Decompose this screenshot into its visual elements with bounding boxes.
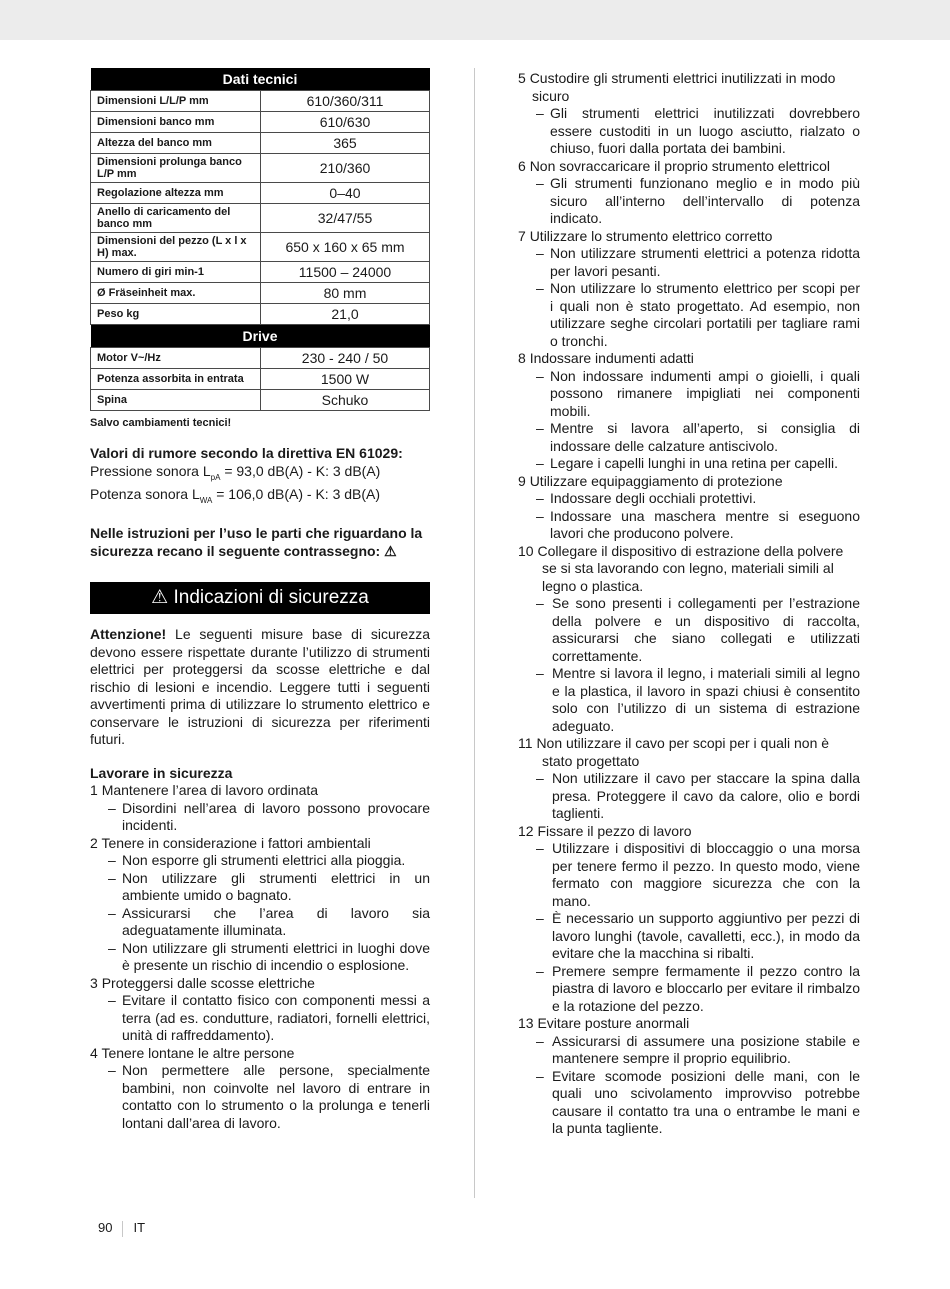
- right-safety-list: [518, 70, 860, 1138]
- safety-item-title: [90, 835, 430, 853]
- spec-label: Dimensioni del pezzo (L x l x H) max.: [91, 233, 261, 262]
- table-row: [91, 183, 430, 204]
- subitem-text: È necessario un supporto aggiuntivo per pezzi di lavoro lunghi (tavole, cavalletti, ecc.), in modo da evitare che la macchina si ribalti.: [552, 910, 860, 961]
- safety-banner: ⚠ Indicazioni di sicurezza: [90, 582, 430, 614]
- table-row: [91, 348, 430, 369]
- safety-subitem: [90, 992, 430, 1045]
- subitem-text: Non utilizzare gli strumenti elettrici in luoghi dove è presente un rischio di incendio o esplosione.: [122, 939, 430, 974]
- item-number: 2: [90, 834, 98, 851]
- safety-subitem: [518, 245, 860, 280]
- page-footer: [98, 1220, 145, 1237]
- dash-bullet: –: [536, 175, 544, 191]
- subitem-text: Mentre si lavora all’aperto, si consiglia di indossare delle calzature antiscivolo.: [550, 420, 860, 454]
- safety-item: [90, 1045, 430, 1133]
- page-number: 90: [98, 1220, 113, 1235]
- subitem-text: Indossare degli occhiali protettivi.: [550, 490, 757, 506]
- safety-subitem: [518, 840, 860, 910]
- safety-item-title: [90, 975, 430, 993]
- safety-subitem: [518, 1033, 860, 1068]
- subitem-text: Evitare scomode posizioni delle mani, con le quali uno scivolamento improvviso potrebbe causare il contatto tra una o entrambe le mani e la punta tagliente.: [552, 1067, 860, 1136]
- item-title-text: Utilizzare equipaggiamento di protezione: [529, 472, 783, 489]
- section-title: Lavorare in sicurezza: [90, 764, 233, 781]
- spec-value: Schuko: [261, 390, 430, 411]
- dash-bullet: –: [536, 455, 544, 471]
- item-title-text: Non utilizzare il cavo per scopi per i quali non è stato progettato: [536, 735, 830, 769]
- dash-bullet: –: [536, 367, 544, 384]
- safety-subitem: [518, 280, 860, 350]
- spec-label: Dimensioni L/L/P mm: [91, 91, 261, 112]
- top-bar: [0, 0, 950, 40]
- safety-subitem: [518, 770, 860, 823]
- safety-subitem: [518, 455, 860, 473]
- safety-item-title: [518, 228, 860, 246]
- spec-label: Spina: [91, 390, 261, 411]
- safety-subitem: [518, 368, 860, 421]
- subitem-text: Premere sempre fermamente il pezzo contro la piastra di lavoro e bloccarlo per evitare il rimbalzo e la rotazione del pezzo.: [552, 962, 860, 1014]
- dash-bullet: –: [108, 992, 116, 1009]
- safety-subitem: [518, 963, 860, 1016]
- safety-item-title: [518, 473, 860, 491]
- safety-item: [518, 350, 860, 473]
- safety-subitem: [90, 870, 430, 905]
- spec-value: 365: [261, 133, 430, 154]
- left-column: [90, 68, 430, 1132]
- safety-subitem: [90, 940, 430, 975]
- safety-item-title: [518, 823, 860, 841]
- spec-value: 11500 – 24000: [261, 262, 430, 283]
- right-column: [518, 70, 860, 1138]
- table-row: [91, 112, 430, 133]
- safety-subitem: [90, 1062, 430, 1132]
- dash-bullet: –: [536, 1032, 544, 1049]
- safety-subitem: [518, 490, 860, 508]
- table-row: [91, 154, 430, 183]
- spec-value: 1500 W: [261, 369, 430, 390]
- subitem-text: Legare i capelli lunghi in una retina per capelli.: [550, 455, 838, 471]
- noise-power: Potenza sonora $L_{WA} = 106,0$ dB(A) - K: 3 dB(A): [90, 485, 381, 505]
- safety-item-title: [90, 1045, 430, 1063]
- subitem-text: Non esporre gli strumenti elettrici alla pioggia.: [122, 852, 406, 869]
- safety-subitem: [90, 852, 430, 870]
- safety-item-title: [518, 1015, 860, 1033]
- subitem-text: Assicurarsi che l’area di lavoro sia adeguatamente illuminata.: [122, 904, 430, 939]
- noise-pressure: Pressione sonora $L_{pA} = 93,0$ dB(A) - K: 3 dB(A): [90, 462, 381, 482]
- item-number: 12: [518, 822, 534, 839]
- item-number: 7: [518, 227, 526, 244]
- table-row: [91, 204, 430, 233]
- safety-item-title: [90, 782, 430, 800]
- dash-bullet: –: [108, 904, 116, 921]
- dash-bullet: –: [536, 245, 544, 261]
- item-number: 9: [518, 472, 526, 489]
- dash-bullet: –: [536, 507, 544, 524]
- table-row: [91, 233, 430, 262]
- table-section-title: Drive: [91, 325, 430, 348]
- changes-note: Salvo cambiamenti tecnici!: [90, 417, 232, 429]
- dash-bullet: –: [108, 939, 116, 956]
- safety-item: [518, 228, 860, 351]
- spec-value: 650 x 160 x 65 mm: [261, 233, 430, 262]
- footer-separator: [122, 1221, 123, 1237]
- item-title-text: Utilizzare lo strumento elettrico corretto: [529, 227, 773, 244]
- dash-bullet: –: [536, 280, 544, 296]
- item-number: 11: [518, 735, 533, 751]
- subitem-text: Se sono presenti i collegamenti per l’estrazione della polvere e un dispositivo di raccolta, assicurarsi che siano collegati e utilizzati correttamente.: [552, 595, 860, 664]
- dash-bullet: –: [536, 665, 544, 681]
- spec-label: Dimensioni banco mm: [91, 112, 261, 133]
- safety-item: [90, 782, 430, 835]
- spec-label: Anello di caricamento del banco mm: [91, 204, 261, 233]
- safety-item: [90, 975, 430, 1045]
- subitem-text: Mentre si lavora il legno, i materiali simili al legno e la plastica, il lavoro in spazi chiusi è consentito solo con l’utilizzo di un sistema di estrazione adeguato.: [552, 665, 860, 734]
- table-row: [91, 283, 430, 304]
- safety-item-title: [518, 543, 860, 596]
- subitem-text: Non utilizzare il cavo per staccare la spina dalla presa. Proteggere il cavo da calore, olio e bordi taglienti.: [552, 770, 860, 821]
- item-number: 3: [90, 974, 98, 991]
- dash-bullet: –: [108, 799, 116, 816]
- subitem-text: Gli strumenti funzionano meglio e in modo più sicuro all’interno dell’intervallo di potenza indicato.: [550, 175, 860, 226]
- subitem-text: Assicurarsi di assumere una posizione stabile e mantenere sempre il proprio equilibrio.: [552, 1032, 860, 1066]
- subitem-text: Utilizzare i dispositivi di bloccaggio o una morsa per tenere fermo il pezzo. In questo modo, viene fermato con maggiore sicurezza che con la mano.: [552, 840, 860, 909]
- item-title-text: Indossare indumenti adatti: [529, 350, 694, 366]
- spec-label: Numero di giri min-1: [91, 262, 261, 283]
- safety-item: [518, 823, 860, 1016]
- dash-bullet: –: [536, 595, 544, 611]
- spec-value: 0–40: [261, 183, 430, 204]
- item-title-text: Tenere lontane le altre persone: [101, 1044, 295, 1061]
- dash-bullet: –: [536, 420, 544, 436]
- safety-subitem: [518, 1068, 860, 1138]
- safety-subitem: [518, 595, 860, 665]
- dash-bullet: –: [536, 105, 544, 121]
- subitem-text: Gli strumenti elettrici inutilizzati dovrebbero essere custoditi in un luogo asciutto, rialzato o chiuso, fuori dalla portata dei bambini.: [550, 105, 860, 156]
- safety-item: [518, 735, 860, 823]
- dash-bullet: –: [536, 962, 544, 979]
- noise-values: [90, 445, 430, 509]
- left-safety-list: [90, 782, 430, 1132]
- subitem-text: Indossare una maschera mentre si eseguono lavori che producono polvere.: [550, 507, 860, 541]
- safety-subitem: [518, 665, 860, 735]
- item-number: 10: [518, 542, 534, 559]
- spec-value: 32/47/55: [261, 204, 430, 233]
- spec-value: 610/360/311: [261, 91, 430, 112]
- safety-item-title: [518, 70, 860, 105]
- spec-label: Altezza del banco mm: [91, 133, 261, 154]
- spec-value: 610/630: [261, 112, 430, 133]
- spec-table: [90, 68, 430, 411]
- item-title-text: Fissare il pezzo di lavoro: [537, 822, 692, 839]
- item-number: 13: [518, 1015, 534, 1031]
- dash-bullet: –: [536, 490, 544, 506]
- subitem-text: Non utilizzare lo strumento elettrico per scopi per i quali non è stato progettato. Ad esempio, non utilizzare seghe circolari portatili per tagliare rami o tronchi.: [550, 280, 860, 349]
- table-section-header: [91, 325, 430, 348]
- item-title-text: Proteggersi dalle scosse elettriche: [101, 974, 315, 991]
- spec-label: Ø Fräseinheit max.: [91, 283, 261, 304]
- item-number: 6: [518, 157, 526, 174]
- table-section-title: Dati tecnici: [91, 68, 430, 91]
- spec-label: Regolazione altezza mm: [91, 183, 261, 204]
- safety-item: [518, 70, 860, 158]
- subitem-text: Non permettere alle persone, specialmente bambini, non coinvolte nel lavoro di entrare in contatto con lo strumento o la prolunga e tenerli lontani dall’area di lavoro.: [122, 1062, 430, 1131]
- safety-subitem: [90, 905, 430, 940]
- table-row: [91, 369, 430, 390]
- safety-item-title: [518, 158, 860, 176]
- table-row: [91, 133, 430, 154]
- spec-value: 230 - 240 / 50: [261, 348, 430, 369]
- intro-paragraph: Attenzione! Le seguenti misure base di sicurezza devono essere rispettate durante l’utilizzo di strumenti elettrici per proteggersi da scosse elettriche e dal rischio di lesioni e incendio. Leggere tutti i seguenti avvertimenti prima di utilizzare lo strumento elettrico e conservare le istruzioni di sicurezza per riferimenti futuri.: [90, 626, 430, 748]
- subitem-text: Non indossare indumenti ampi o gioielli, i quali possono rimanere impigliati nei componenti mobili.: [550, 367, 860, 419]
- item-number: 8: [518, 350, 526, 366]
- table-row: [91, 91, 430, 112]
- dash-bullet: –: [108, 852, 116, 869]
- spec-label: Dimensioni prolunga banco L/P mm: [91, 154, 261, 183]
- item-number: 1: [90, 782, 98, 799]
- table-row: [91, 390, 430, 411]
- language-code: IT: [133, 1220, 146, 1235]
- table-section-header: [91, 68, 430, 91]
- column-divider: [474, 68, 475, 1198]
- safety-subitem: [518, 105, 860, 158]
- spec-label: Potenza assorbita in entrata: [91, 369, 261, 390]
- spec-value: 21,0: [261, 304, 430, 325]
- safety-subitem: [90, 800, 430, 835]
- dash-bullet: –: [536, 770, 544, 786]
- item-title-text: Tenere in considerazione i fattori ambientali: [101, 834, 371, 851]
- safety-mark-note: Nelle istruzioni per l’uso le parti che riguardano la sicurezza recano il seguente contrassegno: ⚠: [90, 525, 423, 559]
- spec-label: Peso kg: [91, 304, 261, 325]
- subitem-text: Non utilizzare gli strumenti elettrici in un ambiente umido o bagnato.: [122, 869, 430, 904]
- item-number: 4: [90, 1044, 98, 1061]
- safety-item-title: [518, 350, 860, 368]
- spec-label: Motor V~/Hz: [91, 348, 261, 369]
- table-row: [91, 262, 430, 283]
- spec-value: 80 mm: [261, 283, 430, 304]
- safety-item: [90, 835, 430, 975]
- dash-bullet: –: [536, 840, 544, 856]
- safety-subitem: [518, 910, 860, 963]
- dash-bullet: –: [536, 910, 544, 926]
- safety-item: [518, 158, 860, 228]
- item-title-text: Collegare il dispositivo di estrazione della polvere se si sta lavorando con legno, materiali simili al legno o plastica.: [537, 542, 844, 594]
- subitem-text: Evitare il contatto fisico con componenti messi a terra (ad es. condutture, radiatori, fornelli elettrici, unità di raffreddamento).: [122, 992, 430, 1044]
- item-title-text: Non sovraccaricare il proprio strumento elettricol: [529, 157, 831, 174]
- noise-title: Valori di rumore secondo la direttiva EN 61029:: [90, 445, 403, 461]
- safety-item-title: [518, 735, 860, 770]
- subitem-text: Disordini nell’area di lavoro possono provocare incidenti.: [122, 799, 430, 834]
- safety-item: [518, 543, 860, 736]
- safety-subitem: [518, 420, 860, 455]
- item-number: 5: [518, 70, 526, 86]
- item-title-text: Mantenere l’area di lavoro ordinata: [101, 782, 319, 799]
- safety-subitem: [518, 175, 860, 228]
- safety-item: [518, 1015, 860, 1138]
- dash-bullet: –: [108, 869, 116, 886]
- item-title-text: Custodire gli strumenti elettrici inutilizzati in modo sicuro: [529, 70, 836, 104]
- safety-subitem: [518, 508, 860, 543]
- spec-value: 210/360: [261, 154, 430, 183]
- safety-item: [518, 473, 860, 543]
- subitem-text: Non utilizzare strumenti elettrici a potenza ridotta per lavori pesanti.: [550, 245, 860, 279]
- dash-bullet: –: [536, 1067, 544, 1084]
- dash-bullet: –: [108, 1062, 116, 1079]
- item-title-text: Evitare posture anormali: [537, 1015, 690, 1031]
- table-row: [91, 304, 430, 325]
